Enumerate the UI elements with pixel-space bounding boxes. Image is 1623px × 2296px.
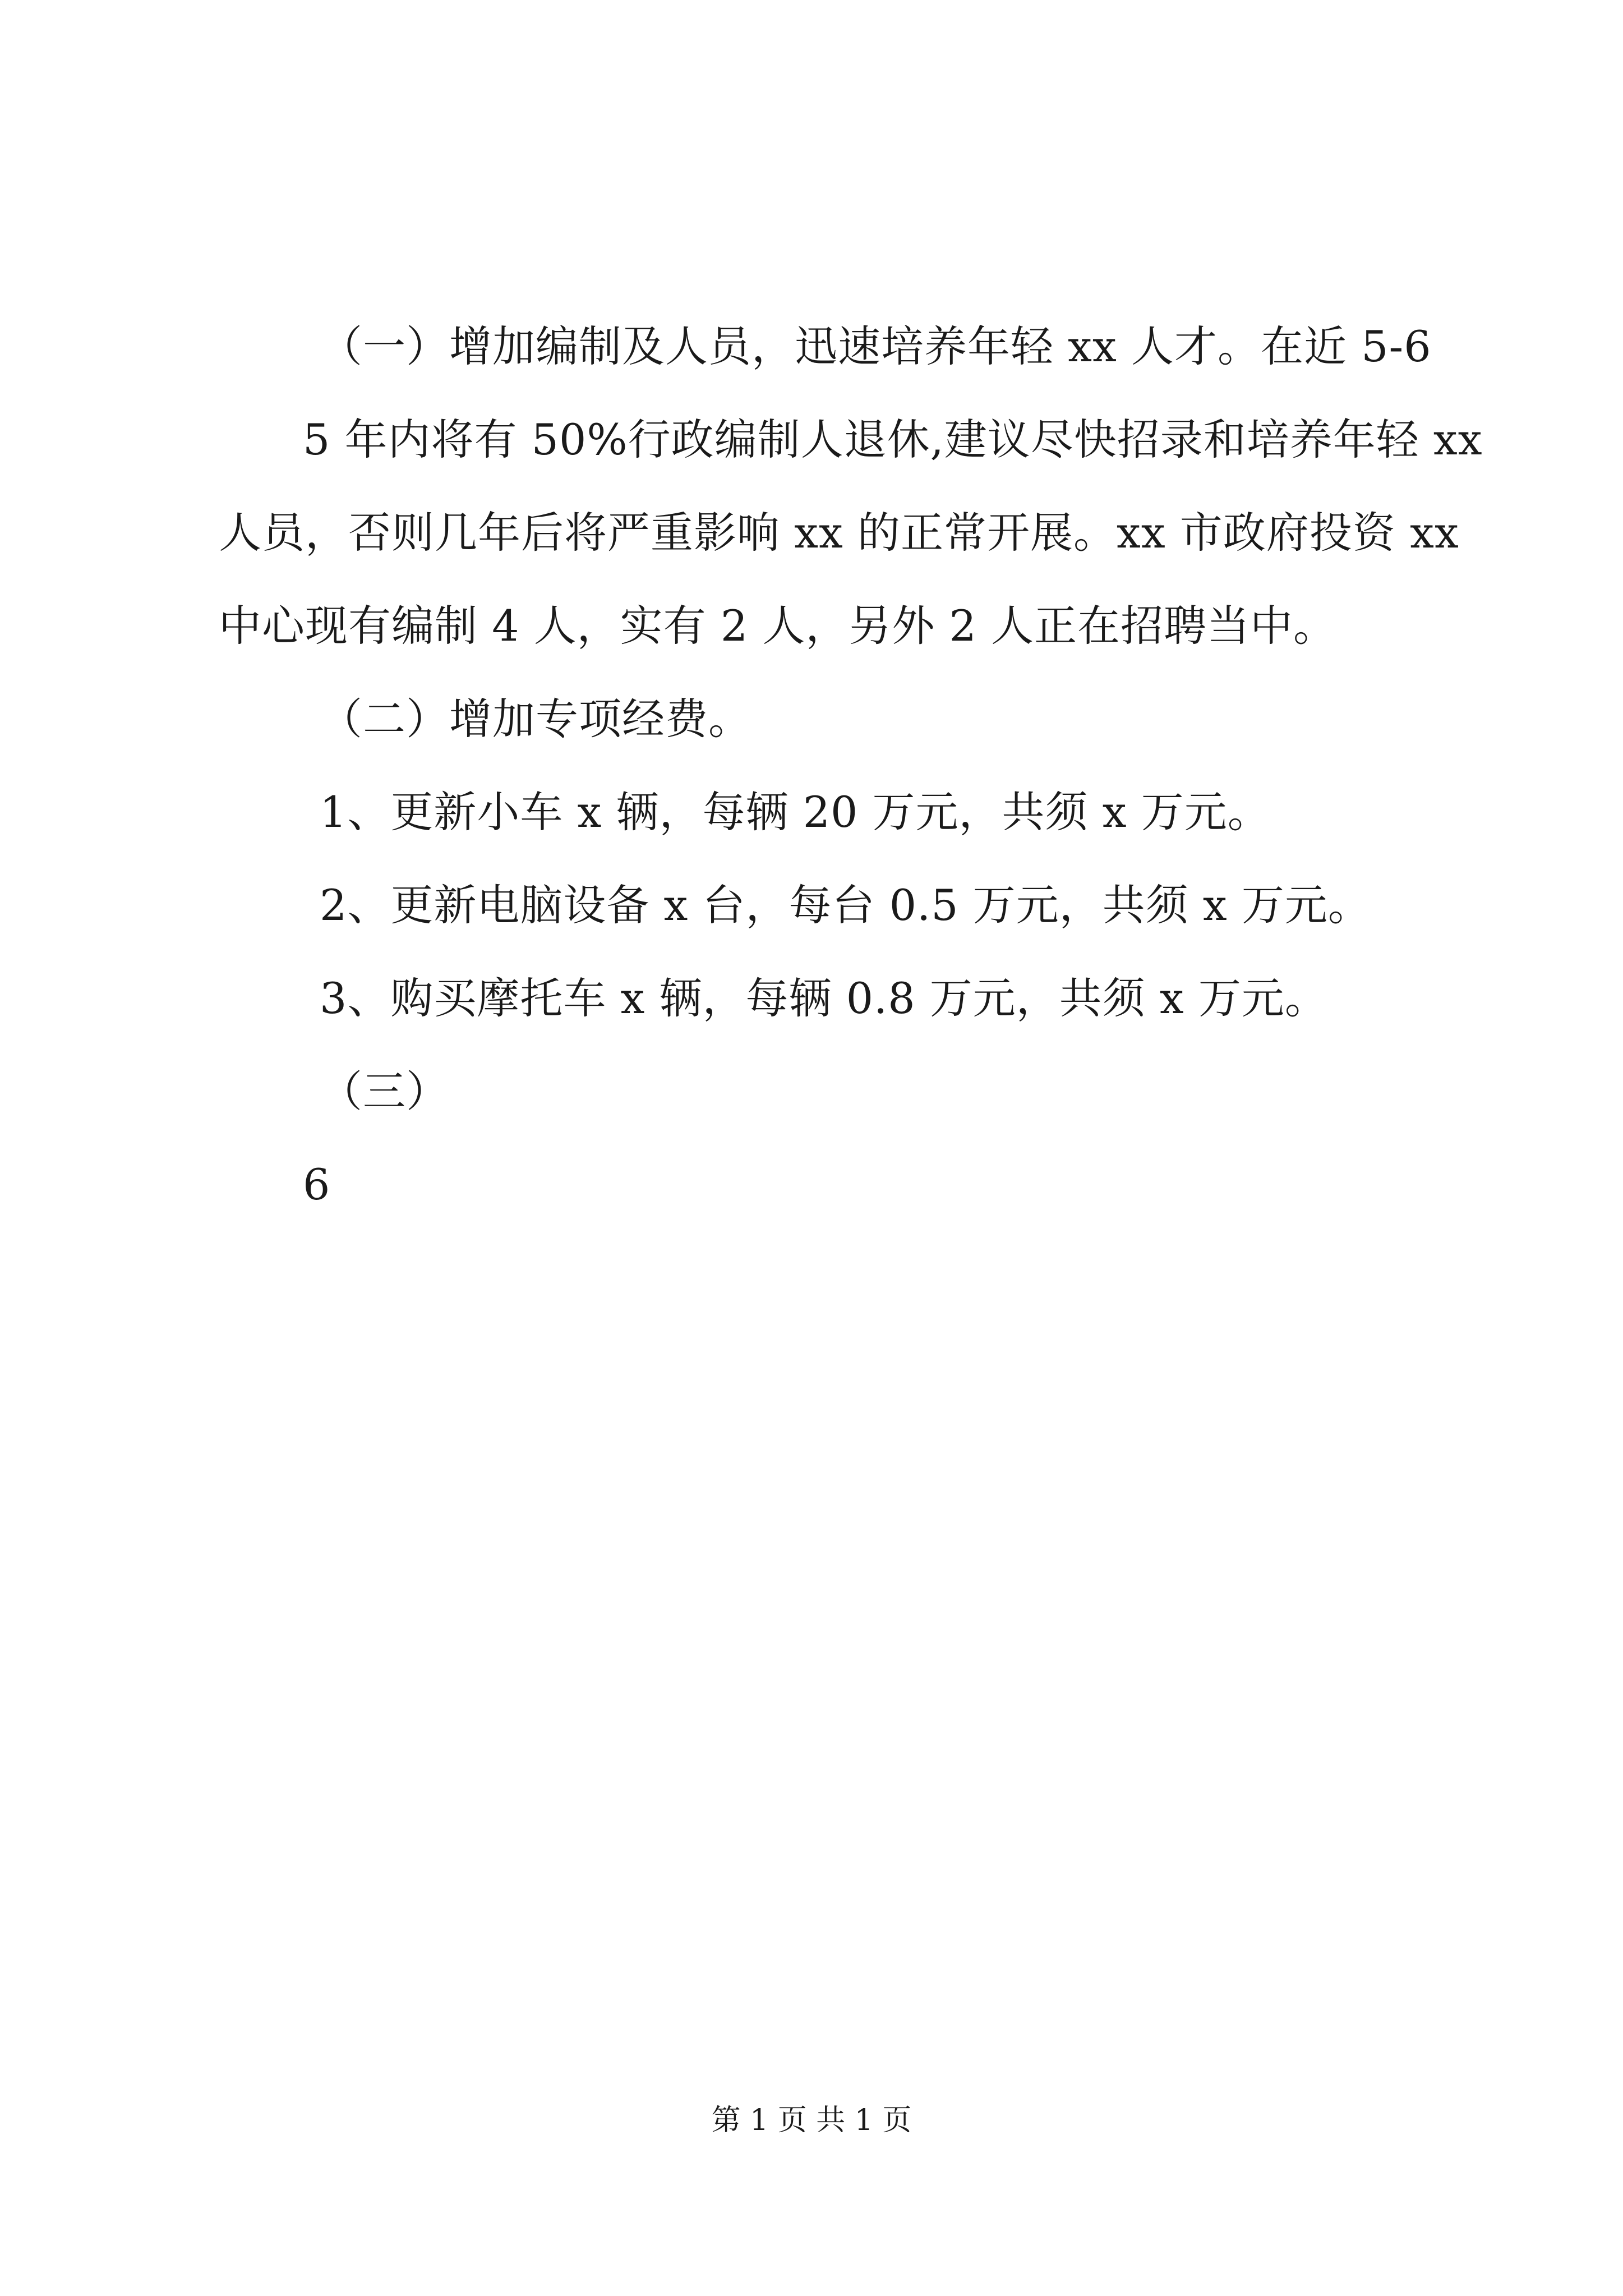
section-heading: （二）增加专项经费。 <box>320 694 751 744</box>
paragraph-line: 人员，否则几年后将严重影响 xx 的正常开展。xx 市政府投资 xx <box>219 508 1459 558</box>
list-item: 3、购买摩托车 x 辆，每辆 0.8 万元，共须 x 万元。 <box>320 973 1328 1023</box>
list-item: 2、更新电脑设备 x 台，每台 0.5 万元，共须 x 万元。 <box>320 880 1371 930</box>
paragraph-line: （一）增加编制及人员，迅速培养年轻 xx 人才。在近 5-6 <box>320 321 1432 371</box>
paragraph-line: 5 年内将有 50%行政编制人退休,建议尽快招录和培养年轻 xx <box>303 415 1483 464</box>
document-body <box>219 300 1483 1231</box>
paragraph-line: 中心现有编制 4 人，实有 2 人，另外 2 人正在招聘当中。 <box>219 601 1337 651</box>
page-footer: 第 1 页 共 1 页 <box>711 2104 912 2137</box>
paragraph-line: 6 <box>303 1159 331 1209</box>
list-item: 1、更新小车 x 辆，每辆 20 万元，共须 x 万元。 <box>320 787 1271 837</box>
section-heading: （三） <box>320 1066 449 1116</box>
